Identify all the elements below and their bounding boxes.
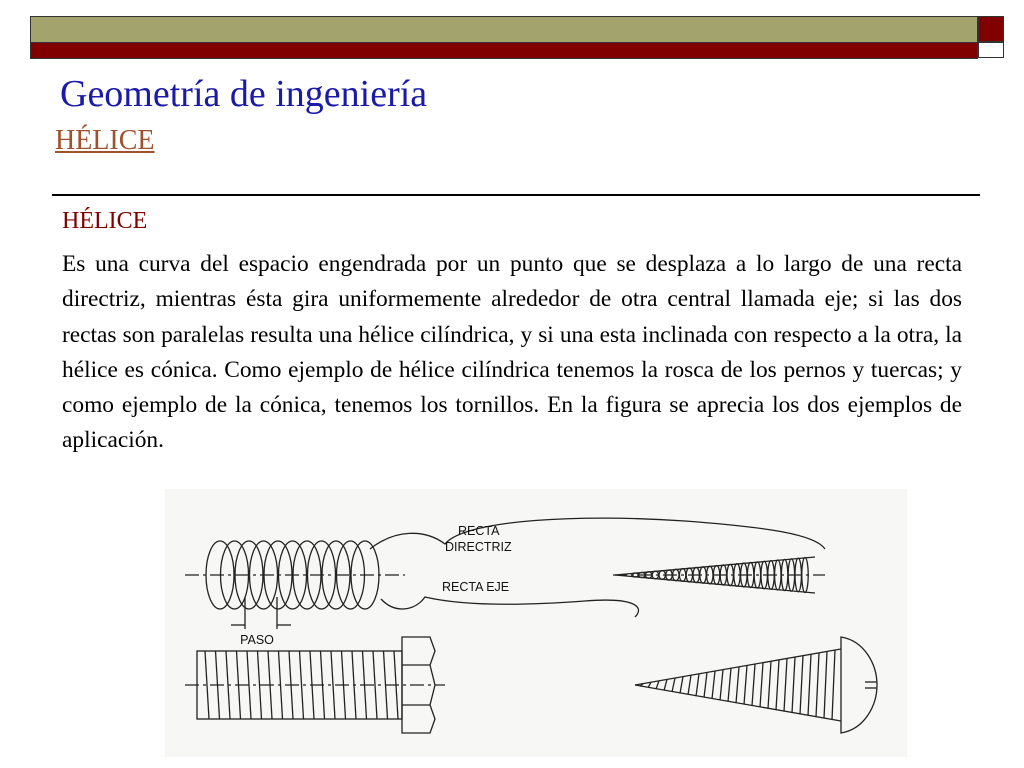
screw-thread-line [792, 657, 795, 713]
screw-thread-line [664, 679, 667, 690]
screw-thread-line [680, 677, 683, 694]
callout-outline [370, 518, 825, 617]
olive-bar [30, 16, 978, 43]
helix-diagram [165, 489, 907, 757]
screw-thread-line [704, 672, 707, 697]
corner-square-bottom [978, 42, 1004, 58]
helix-figure [165, 489, 907, 757]
label-recta-eje: RECTA EJE [442, 580, 510, 594]
screw-head [841, 637, 877, 733]
screw-thread-line [768, 661, 771, 709]
screw-thread-line [736, 667, 739, 703]
screw-thread-line [728, 668, 731, 702]
slide-subtitle-link[interactable]: HÉLICE [55, 125, 155, 156]
corner-square-top [978, 16, 1004, 42]
screw-thread-line [824, 651, 827, 718]
screw-thread-line [760, 663, 763, 708]
label-directriz: DIRECTRIZ [445, 540, 512, 554]
screw-thread-line [784, 658, 787, 711]
divider-line [52, 194, 980, 196]
screw-thread-line [712, 671, 715, 699]
screw-thread-line [832, 650, 835, 720]
label-recta: RECTA [458, 524, 500, 538]
slide-title: Geometría de ingeniería [60, 73, 428, 115]
label-paso: PASO [240, 633, 274, 647]
screw-thread-line [776, 660, 779, 710]
cone-edge-top [615, 557, 815, 575]
screw-thread-line [656, 681, 659, 689]
screw-thread-line [720, 670, 723, 701]
screw-body [635, 649, 841, 721]
screw-thread-line [752, 664, 755, 706]
screw-edge-bottom [635, 685, 841, 721]
body-paragraph: Es una curva del espacio engendrada por un punto que se desplaza a lo largo de una recta directriz, mientras ésta gira uniformemente alrededor de otra central llamada eje; si las dos rectas son paralelas resulta una hélice cilíndrica, y si una esta inclinada con respecto a la otra, la hélice es cónica. Como ejemplo de hélice cilíndrica tenemos la rosca de los pernos y tuercas; y como ejemplo de la cónica, tenemos los tornillos. En la figura se aprecia los dos ejemplos de aplicación. [62, 251, 962, 454]
cone-edge-bottom [615, 575, 815, 593]
screw-thread-line [808, 654, 811, 716]
screw-thread-line [816, 653, 819, 717]
section-heading: HÉLICE [62, 208, 148, 234]
screw-thread-line [696, 674, 699, 696]
screw-thread-line [744, 665, 747, 704]
maroon-bar [30, 42, 978, 59]
thread-line [300, 651, 304, 719]
thread-line [331, 651, 335, 719]
screw-thread-line [800, 656, 803, 715]
screw-thread-line [688, 675, 691, 695]
header-decoration-bars [30, 16, 978, 58]
screw-thread-line [672, 678, 675, 692]
